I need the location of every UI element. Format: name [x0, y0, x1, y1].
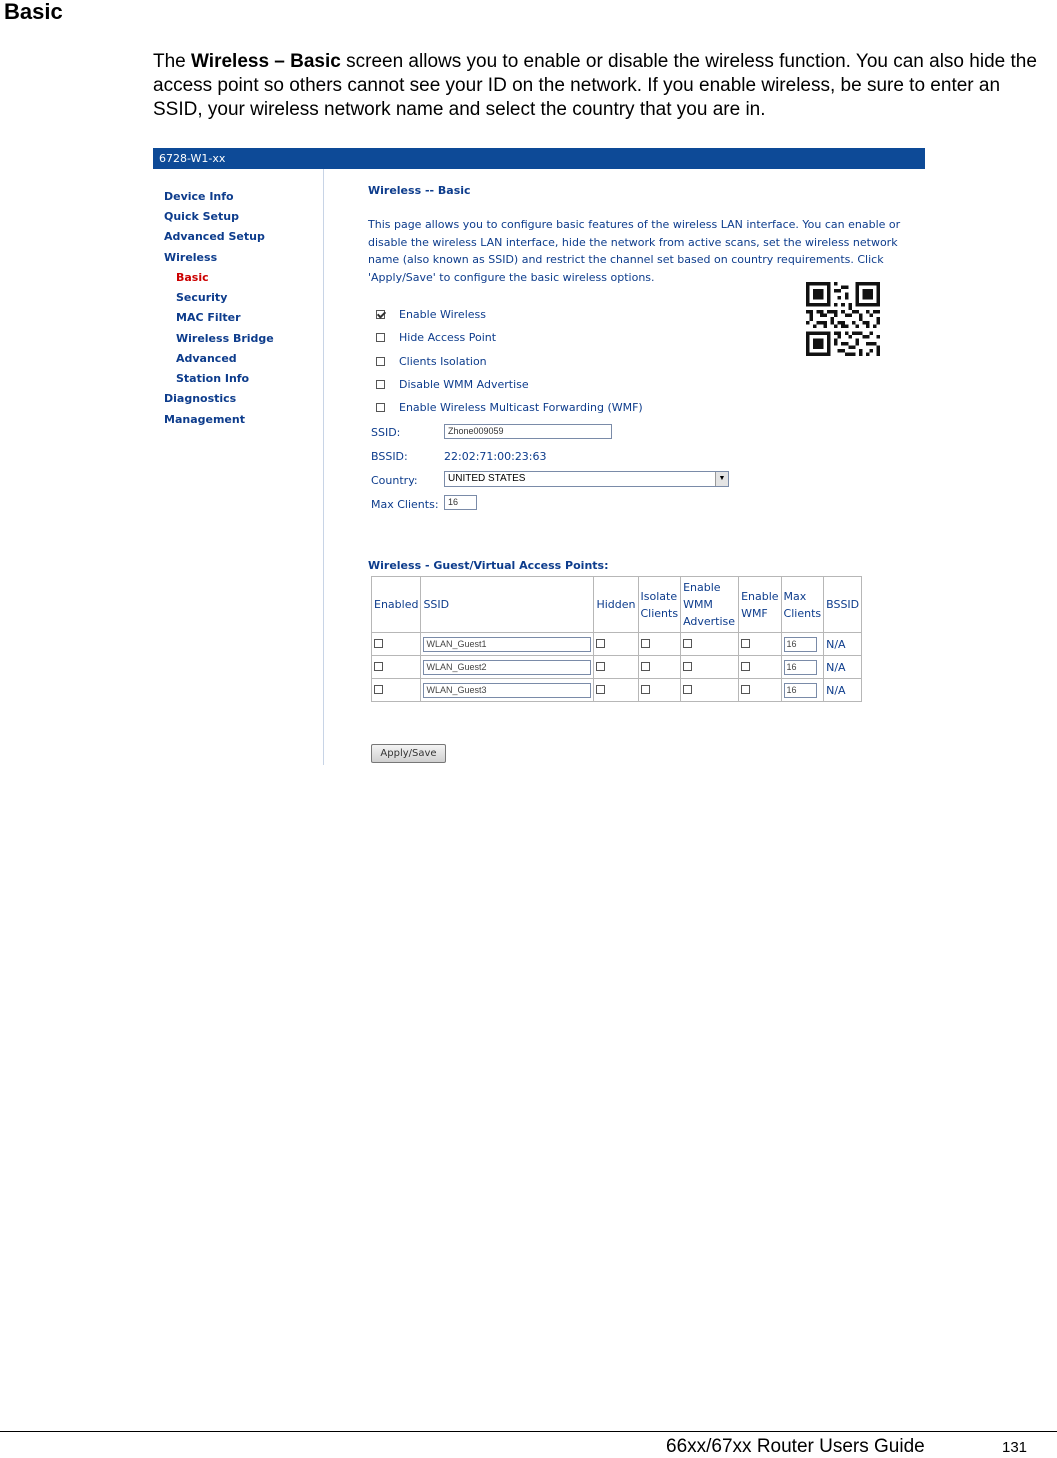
page-description: This page allows you to configure basic features of the wireless LAN interface. You can enable or disable the wireless LAN interface, hide the network from active scans, set the wireless network name (also known as SSID) and restrict the channel set based on country requirements. Click 'Apply/Save' to configure the basic wireless options.	[368, 218, 901, 284]
guest3-hidden-checkbox[interactable]	[596, 685, 605, 694]
guest2-hidden-checkbox[interactable]	[596, 662, 605, 671]
nav-wireless-basic[interactable]: Basic	[176, 271, 209, 284]
enable-wmf-checkbox[interactable]	[376, 403, 385, 412]
nav-wireless-security[interactable]: Security	[176, 291, 228, 304]
country-label: Country:	[371, 474, 418, 487]
guest1-bssid: N/A	[824, 633, 862, 656]
hide-access-point-label: Hide Access Point	[399, 331, 497, 344]
guest2-isolate-checkbox[interactable]	[641, 662, 650, 671]
content-panel	[368, 148, 925, 768]
guest3-isolate-checkbox[interactable]	[641, 685, 650, 694]
qr-code-icon	[806, 282, 880, 356]
guest1-hidden-checkbox[interactable]	[596, 639, 605, 648]
nav-station-info[interactable]: Station Info	[176, 372, 250, 385]
table-row	[372, 679, 862, 702]
sidebar-divider	[323, 169, 324, 765]
nav-advanced-setup[interactable]: Advanced Setup	[164, 230, 265, 243]
guest-ap-table	[371, 576, 862, 702]
guest3-max-clients-input[interactable]: 16	[784, 683, 817, 698]
intro-paragraph	[153, 50, 1053, 122]
guest2-ssid-input[interactable]: WLAN_Guest2	[423, 660, 591, 675]
table-header-row	[372, 577, 862, 633]
table-row	[372, 656, 862, 679]
option-clients-isolation	[376, 355, 487, 368]
nav-wireless-advanced[interactable]: Advanced	[176, 352, 237, 365]
guest3-ssid-input[interactable]: WLAN_Guest3	[423, 683, 591, 698]
nav-management[interactable]: Management	[164, 413, 245, 426]
guest1-wmm-checkbox[interactable]	[683, 639, 692, 648]
nav-mac-filter[interactable]: MAC Filter	[176, 311, 241, 324]
intro-bold-term: Wireless – Basic	[191, 51, 341, 72]
ssid-input[interactable]: Zhone009059	[444, 424, 612, 439]
footer-rule	[0, 1431, 1057, 1432]
guest-section-title: Wireless - Guest/Virtual Access Points:	[368, 559, 609, 572]
footer-guide-title: 66xx/67xx Router Users Guide	[666, 1436, 925, 1457]
bssid-label: BSSID:	[371, 450, 408, 463]
guest1-wmf-checkbox[interactable]	[741, 639, 750, 648]
nav-wireless-bridge[interactable]: Wireless Bridge	[176, 332, 274, 345]
document-heading: Basic	[4, 0, 63, 24]
disable-wmm-advertise-label: Disable WMM Advertise	[399, 378, 529, 391]
guest2-bssid: N/A	[824, 656, 862, 679]
option-enable-wireless	[376, 308, 486, 321]
bssid-value: 22:02:71:00:23:63	[444, 450, 547, 463]
max-clients-input[interactable]: 16	[444, 495, 477, 510]
guest1-max-clients-input[interactable]: 16	[784, 637, 817, 652]
country-selected-value: UNITED STATES	[448, 473, 526, 484]
guest3-bssid: N/A	[824, 679, 862, 702]
option-hide-access-point	[376, 331, 496, 344]
option-disable-wmm-advertise	[376, 378, 529, 391]
model-header-bar: 6728-W1-xx	[153, 148, 925, 169]
apply-save-button[interactable]: Apply/Save	[371, 744, 446, 763]
max-clients-label: Max Clients:	[371, 498, 439, 511]
guest2-wmf-checkbox[interactable]	[741, 662, 750, 671]
option-enable-wmf	[376, 401, 643, 414]
guest1-enabled-checkbox[interactable]	[374, 639, 383, 648]
col-enable-wmf: Enable WMF	[739, 577, 781, 633]
guest1-ssid-input[interactable]: WLAN_Guest1	[423, 637, 591, 652]
router-screenshot	[153, 148, 925, 768]
col-enable-wmm-advertise: Enable WMM Advertise	[681, 577, 739, 633]
nav-diagnostics[interactable]: Diagnostics	[164, 392, 237, 405]
chevron-down-icon: ▼	[715, 472, 728, 486]
table-row	[372, 633, 862, 656]
clients-isolation-checkbox[interactable]	[376, 357, 385, 366]
col-isolate-clients: Isolate Clients	[638, 577, 681, 633]
clients-isolation-label: Clients Isolation	[399, 355, 487, 368]
country-select[interactable]	[444, 471, 729, 487]
guest3-wmm-checkbox[interactable]	[683, 685, 692, 694]
nav-device-info[interactable]: Device Info	[164, 190, 234, 203]
guest2-max-clients-input[interactable]: 16	[784, 660, 817, 675]
enable-wmf-label: Enable Wireless Multicast Forwarding (WMF)	[399, 401, 643, 414]
page-title: Wireless -- Basic	[368, 184, 471, 197]
hide-access-point-checkbox[interactable]	[376, 333, 385, 342]
guest3-wmf-checkbox[interactable]	[741, 685, 750, 694]
intro-text-before: The	[153, 51, 192, 72]
enable-wireless-checkbox[interactable]	[376, 310, 385, 319]
col-hidden: Hidden	[594, 577, 638, 633]
col-max-clients: Max Clients	[781, 577, 824, 633]
col-enabled: Enabled	[372, 577, 421, 633]
disable-wmm-advertise-checkbox[interactable]	[376, 380, 385, 389]
guest2-enabled-checkbox[interactable]	[374, 662, 383, 671]
guest1-isolate-checkbox[interactable]	[641, 639, 650, 648]
intro-text-after: screen allows you to enable or disable the wireless function. You can also hide the access point so others cannot see your ID on the network. If you enable wireless, be sure to enter an SSID, your wireless network name and select the country that you are in.	[153, 51, 1037, 120]
col-bssid: BSSID	[824, 577, 862, 633]
nav-wireless[interactable]: Wireless	[164, 251, 218, 264]
guest3-enabled-checkbox[interactable]	[374, 685, 383, 694]
col-ssid: SSID	[421, 577, 594, 633]
footer-page-number: 131	[1002, 1439, 1028, 1456]
nav-quick-setup[interactable]: Quick Setup	[164, 210, 239, 223]
guest2-wmm-checkbox[interactable]	[683, 662, 692, 671]
enable-wireless-label: Enable Wireless	[399, 308, 486, 321]
ssid-label: SSID:	[371, 426, 401, 439]
